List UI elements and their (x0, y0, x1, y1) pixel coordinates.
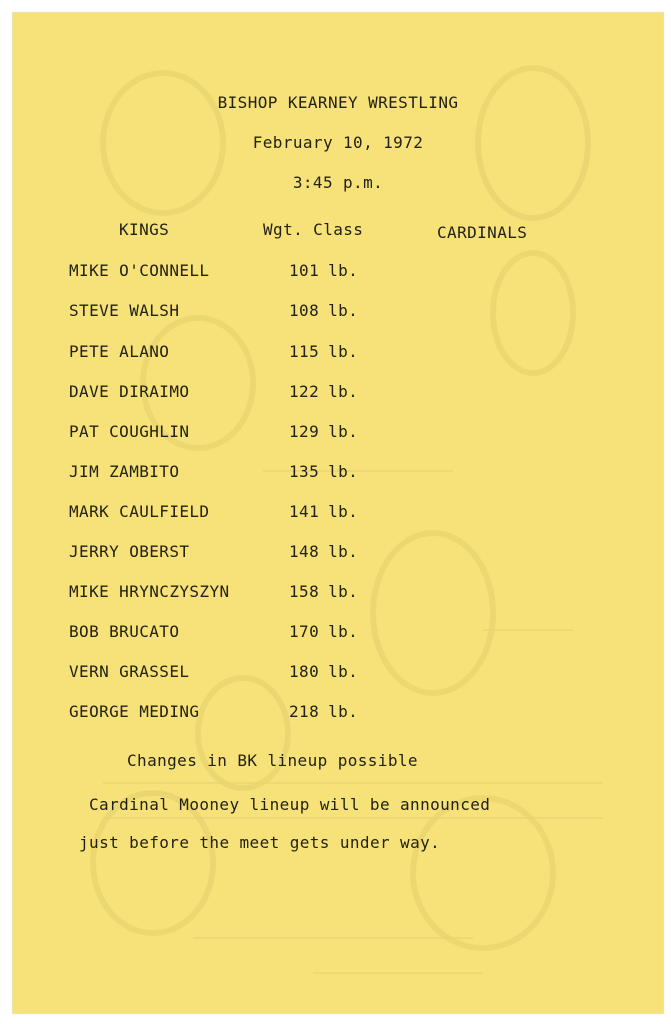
wrestler-name: MIKE O'CONNELL (69, 261, 210, 280)
wrestler-name: VERN GRASSEL (69, 662, 190, 681)
weight-class-value: 170 lb. (289, 622, 359, 641)
note-meet-start: just before the meet gets under way. (79, 833, 441, 852)
meet-time: 3:45 p.m. (292, 173, 384, 192)
program-page (12, 12, 664, 1014)
column-header-kings: KINGS (119, 220, 170, 239)
note-lineup-changes: Changes in BK lineup possible (127, 751, 418, 770)
weight-class-value: 129 lb. (289, 422, 359, 441)
column-header-cardinals: CARDINALS (437, 223, 528, 242)
wrestler-name: PAT COUGHLIN (69, 422, 190, 441)
wrestler-name: JIM ZAMBITO (69, 462, 180, 481)
wrestler-name: MARK CAULFIELD (69, 502, 210, 521)
weight-class-value: 148 lb. (289, 542, 359, 561)
wrestler-name: DAVE DIRAIMO (69, 382, 190, 401)
program-title: BISHOP KEARNEY WRESTLING (217, 93, 459, 112)
weight-class-value: 135 lb. (289, 462, 359, 481)
wrestler-name: PETE ALANO (69, 342, 170, 361)
wrestler-name: BOB BRUCATO (69, 622, 180, 641)
wrestler-name: JERRY OBERST (69, 542, 190, 561)
weight-class-value: 108 lb. (289, 301, 359, 320)
weight-class-value: 115 lb. (289, 342, 359, 361)
weight-class-value: 101 lb. (289, 261, 359, 280)
weight-class-value: 180 lb. (289, 662, 359, 681)
weight-class-value: 158 lb. (289, 582, 359, 601)
column-header-weight-class: Wgt. Class (263, 220, 364, 239)
wrestler-name: STEVE WALSH (69, 301, 180, 320)
weight-class-value: 141 lb. (289, 502, 359, 521)
note-cardinal-lineup: Cardinal Mooney lineup will be announced (89, 795, 491, 814)
wrestler-name: GEORGE MEDING (69, 702, 200, 721)
weight-class-value: 122 lb. (289, 382, 359, 401)
weight-class-value: 218 lb. (289, 702, 359, 721)
meet-date: February 10, 1972 (252, 133, 424, 152)
wrestler-name: MIKE HRYNCZYSZYN (69, 582, 230, 601)
